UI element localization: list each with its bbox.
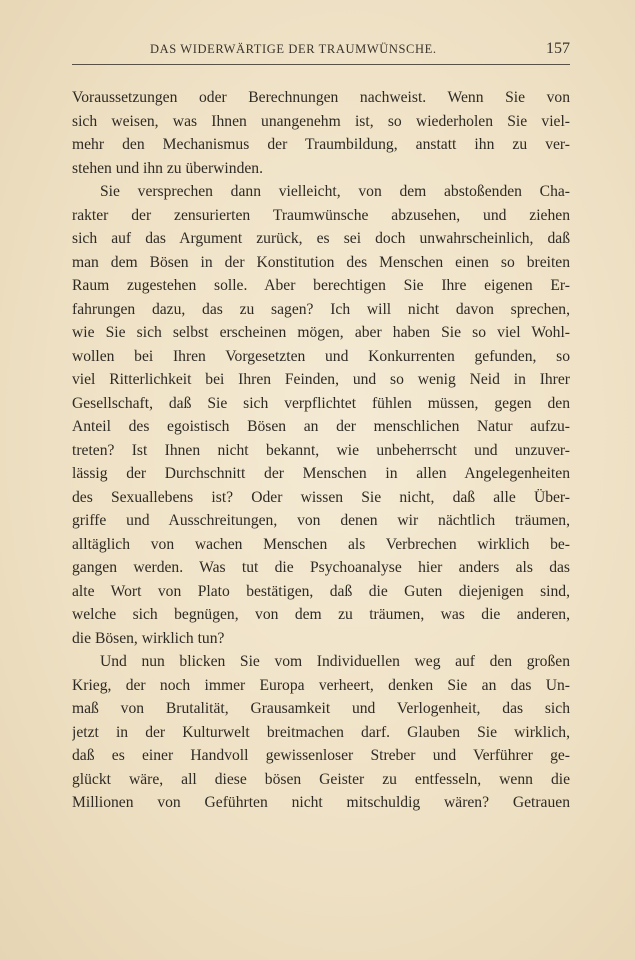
text-line: maß von Brutalität, Grausamkeit und Verlogenheit, das sich xyxy=(72,700,570,717)
text-line: wollen bei Ihren Vorgesetzten und Konkurrenten gefunden, so xyxy=(72,347,570,365)
running-title: DAS WIDERWÄRTIGE DER TRAUMWÜNSCHE. xyxy=(150,42,437,56)
text-line: Und nun blicken Sie vom Individuellen weg auf den großen xyxy=(100,653,570,670)
text-line: sich auf das Argument zurück, es sei doch unwahrscheinlich, daß xyxy=(72,230,570,247)
text-line: glückt wäre, all diese bösen Geister zu entfesseln, wenn die xyxy=(72,770,570,788)
text-line: rakter der zensurierten Traumwünsche abzusehen, und ziehen xyxy=(72,206,570,224)
body-text xyxy=(72,86,570,815)
text-line: treten? Ist Ihnen nicht bekannt, wie unbeherrscht und unzuver- xyxy=(72,441,570,459)
text-line: man dem Bösen in der Konstitution des Menschen einen so breiten xyxy=(72,253,570,271)
text-line: viel Ritterlichkeit bei Ihren Feinden, und so wenig Neid in Ihrer xyxy=(72,371,570,388)
text-line: alltäglich von wachen Menschen als Verbrechen wirklich be- xyxy=(72,535,570,553)
text-line: griffe und Ausschreitungen, von denen wir nächtlich träumen, xyxy=(72,512,570,529)
page-number: 157 xyxy=(546,40,570,57)
text-line: jetzt in der Kulturwelt breitmachen darf. Glauben Sie wirklich, xyxy=(72,723,570,741)
text-line: sich weisen, was Ihnen unangenehm ist, so wiederholen Sie viel- xyxy=(72,112,570,130)
text-line: des Sexuallebens ist? Oder wissen Sie nicht, daß alle Über- xyxy=(72,488,570,506)
text-line: Anteil des egoistisch Bösen an der menschlichen Natur aufzu- xyxy=(72,418,570,435)
text-line: Krieg, der noch immer Europa verheert, denken Sie an das Un- xyxy=(72,676,570,694)
text-line: welche sich begnügen, von dem zu träumen, was die anderen, xyxy=(72,606,570,623)
text-line: lässig der Durchschnitt der Menschen in allen Angelegenheiten xyxy=(72,465,570,482)
text-line: Millionen von Geführten nicht mitschuldig wären? Getrauen xyxy=(72,794,570,811)
text-line: die Bösen, wirklich tun? xyxy=(72,629,225,647)
text-line: mehr den Mechanismus der Traumbildung, anstatt ihn zu ver- xyxy=(72,136,570,153)
text-line: daß es einer Handvoll gewissenloser Streber und Verführer ge- xyxy=(72,747,570,764)
text-line: Gesellschaft, daß Sie sich verpflichtet fühlen müssen, gegen den xyxy=(72,394,570,412)
text-line: gangen werden. Was tut die Psychoanalyse hier anders als das xyxy=(72,559,570,576)
text-line: stehen und ihn zu überwinden. xyxy=(72,159,263,177)
header-rule xyxy=(72,64,570,65)
text-line: Voraussetzungen oder Berechnungen nachweist. Wenn Sie von xyxy=(72,89,570,106)
text-line: fahrungen dazu, das zu sagen? Ich will nicht davon sprechen, xyxy=(72,300,570,318)
text-line: wie Sie sich selbst erscheinen mögen, aber haben Sie so viel Wohl- xyxy=(72,324,570,341)
text-line: Raum zugestehen solle. Aber berechtigen Sie Ihre eigenen Er- xyxy=(72,277,570,294)
text-line: Sie versprechen dann vielleicht, von dem abstoßenden Cha- xyxy=(100,183,570,200)
text-line: alte Wort von Plato bestätigen, daß die Guten diejenigen sind, xyxy=(72,582,570,600)
running-header xyxy=(72,40,570,62)
